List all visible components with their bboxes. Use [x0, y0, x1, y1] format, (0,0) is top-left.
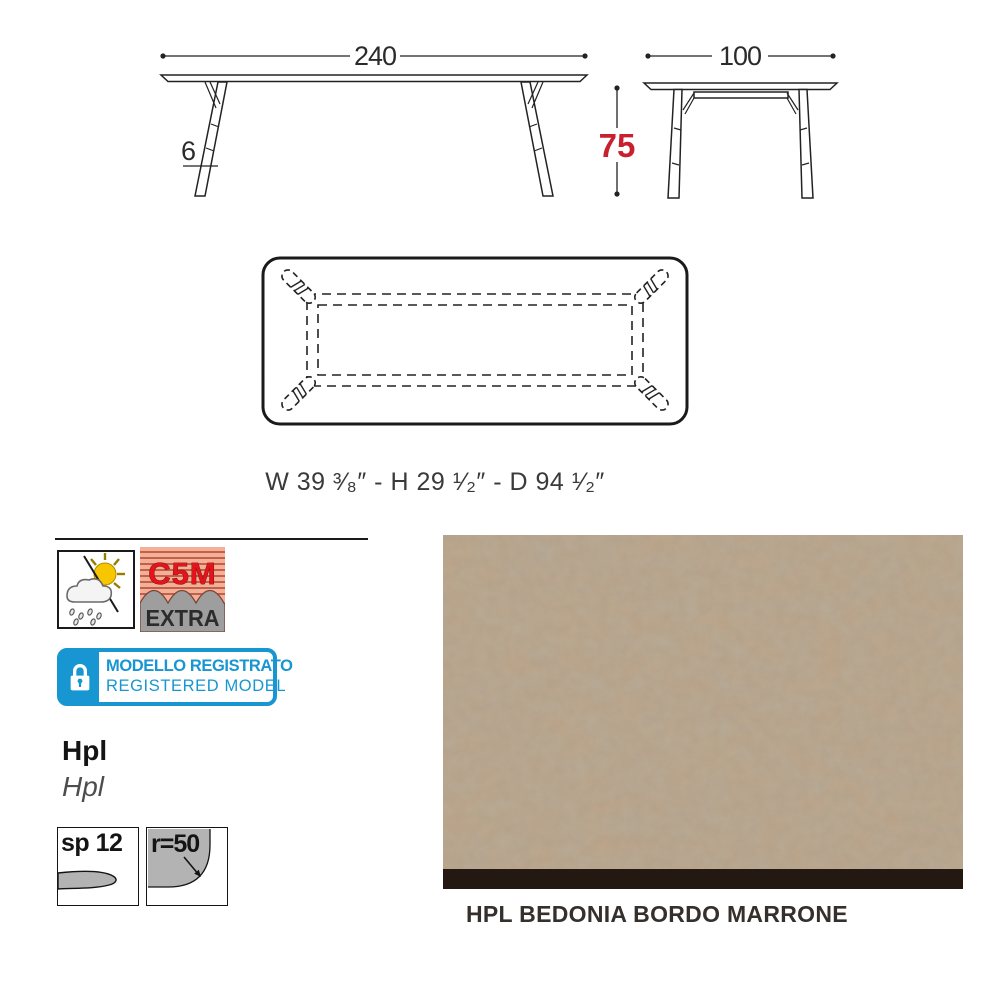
top-view-drawing [250, 248, 695, 433]
finish-caption: HPL BEDONIA BORDO MARRONE [466, 901, 848, 927]
front-width-label: 100 [718, 41, 762, 71]
section-divider [55, 538, 368, 540]
registered-model-line-it: MODELLO REGISTRATO [106, 657, 293, 676]
lock-block [61, 652, 99, 702]
side-left-leg [195, 82, 227, 196]
side-width-label: 240 [353, 41, 397, 71]
r50-label: r=50 [151, 830, 200, 858]
sun-rain-outdoor-icon [57, 550, 135, 629]
front-stretcher [694, 92, 788, 98]
side-tabletop [161, 75, 587, 82]
c5m-code-label: C5M [148, 556, 217, 591]
c5m-extra-corrosion-class-badge [140, 547, 225, 632]
front-left-leg [668, 90, 694, 199]
height-label: 75 [598, 127, 636, 164]
side-view-drawing [150, 38, 650, 208]
sp12-label: sp 12 [61, 829, 123, 857]
front-tabletop [644, 83, 837, 90]
top-view-tabletop-outline [263, 258, 687, 424]
side-right-leg [521, 82, 553, 196]
thickness-label: 6 [180, 136, 196, 166]
tabletop-profile-icon [58, 865, 138, 899]
width-dimension-100 [645, 41, 835, 71]
height-dimension-75 [599, 85, 636, 196]
corner-radius-spec-box [146, 827, 228, 906]
registered-model-line-en: REGISTERED MODEL [106, 677, 287, 695]
registered-model-text [99, 652, 293, 702]
material-title: Hpl [62, 735, 108, 766]
width-dimension-240 [160, 41, 587, 71]
c5m-grade-label: EXTRA [145, 605, 220, 631]
front-view-drawing [640, 38, 850, 208]
swatch-texture [443, 535, 963, 869]
registered-model-badge [57, 648, 293, 706]
padlock-icon [66, 657, 94, 697]
brown-edge-band [443, 869, 963, 889]
imperial-dimensions-text: W 39 ³⁄₈″ - H 29 ¹⁄₂″ - D 94 ¹⁄₂″ [265, 468, 605, 496]
finish-swatch-hpl-bedonia [443, 535, 963, 889]
corner-radius-icon [148, 829, 226, 903]
material-subtitle: Hpl [62, 771, 105, 802]
front-right-leg [787, 90, 813, 199]
top-thickness-spec-box [57, 827, 139, 906]
